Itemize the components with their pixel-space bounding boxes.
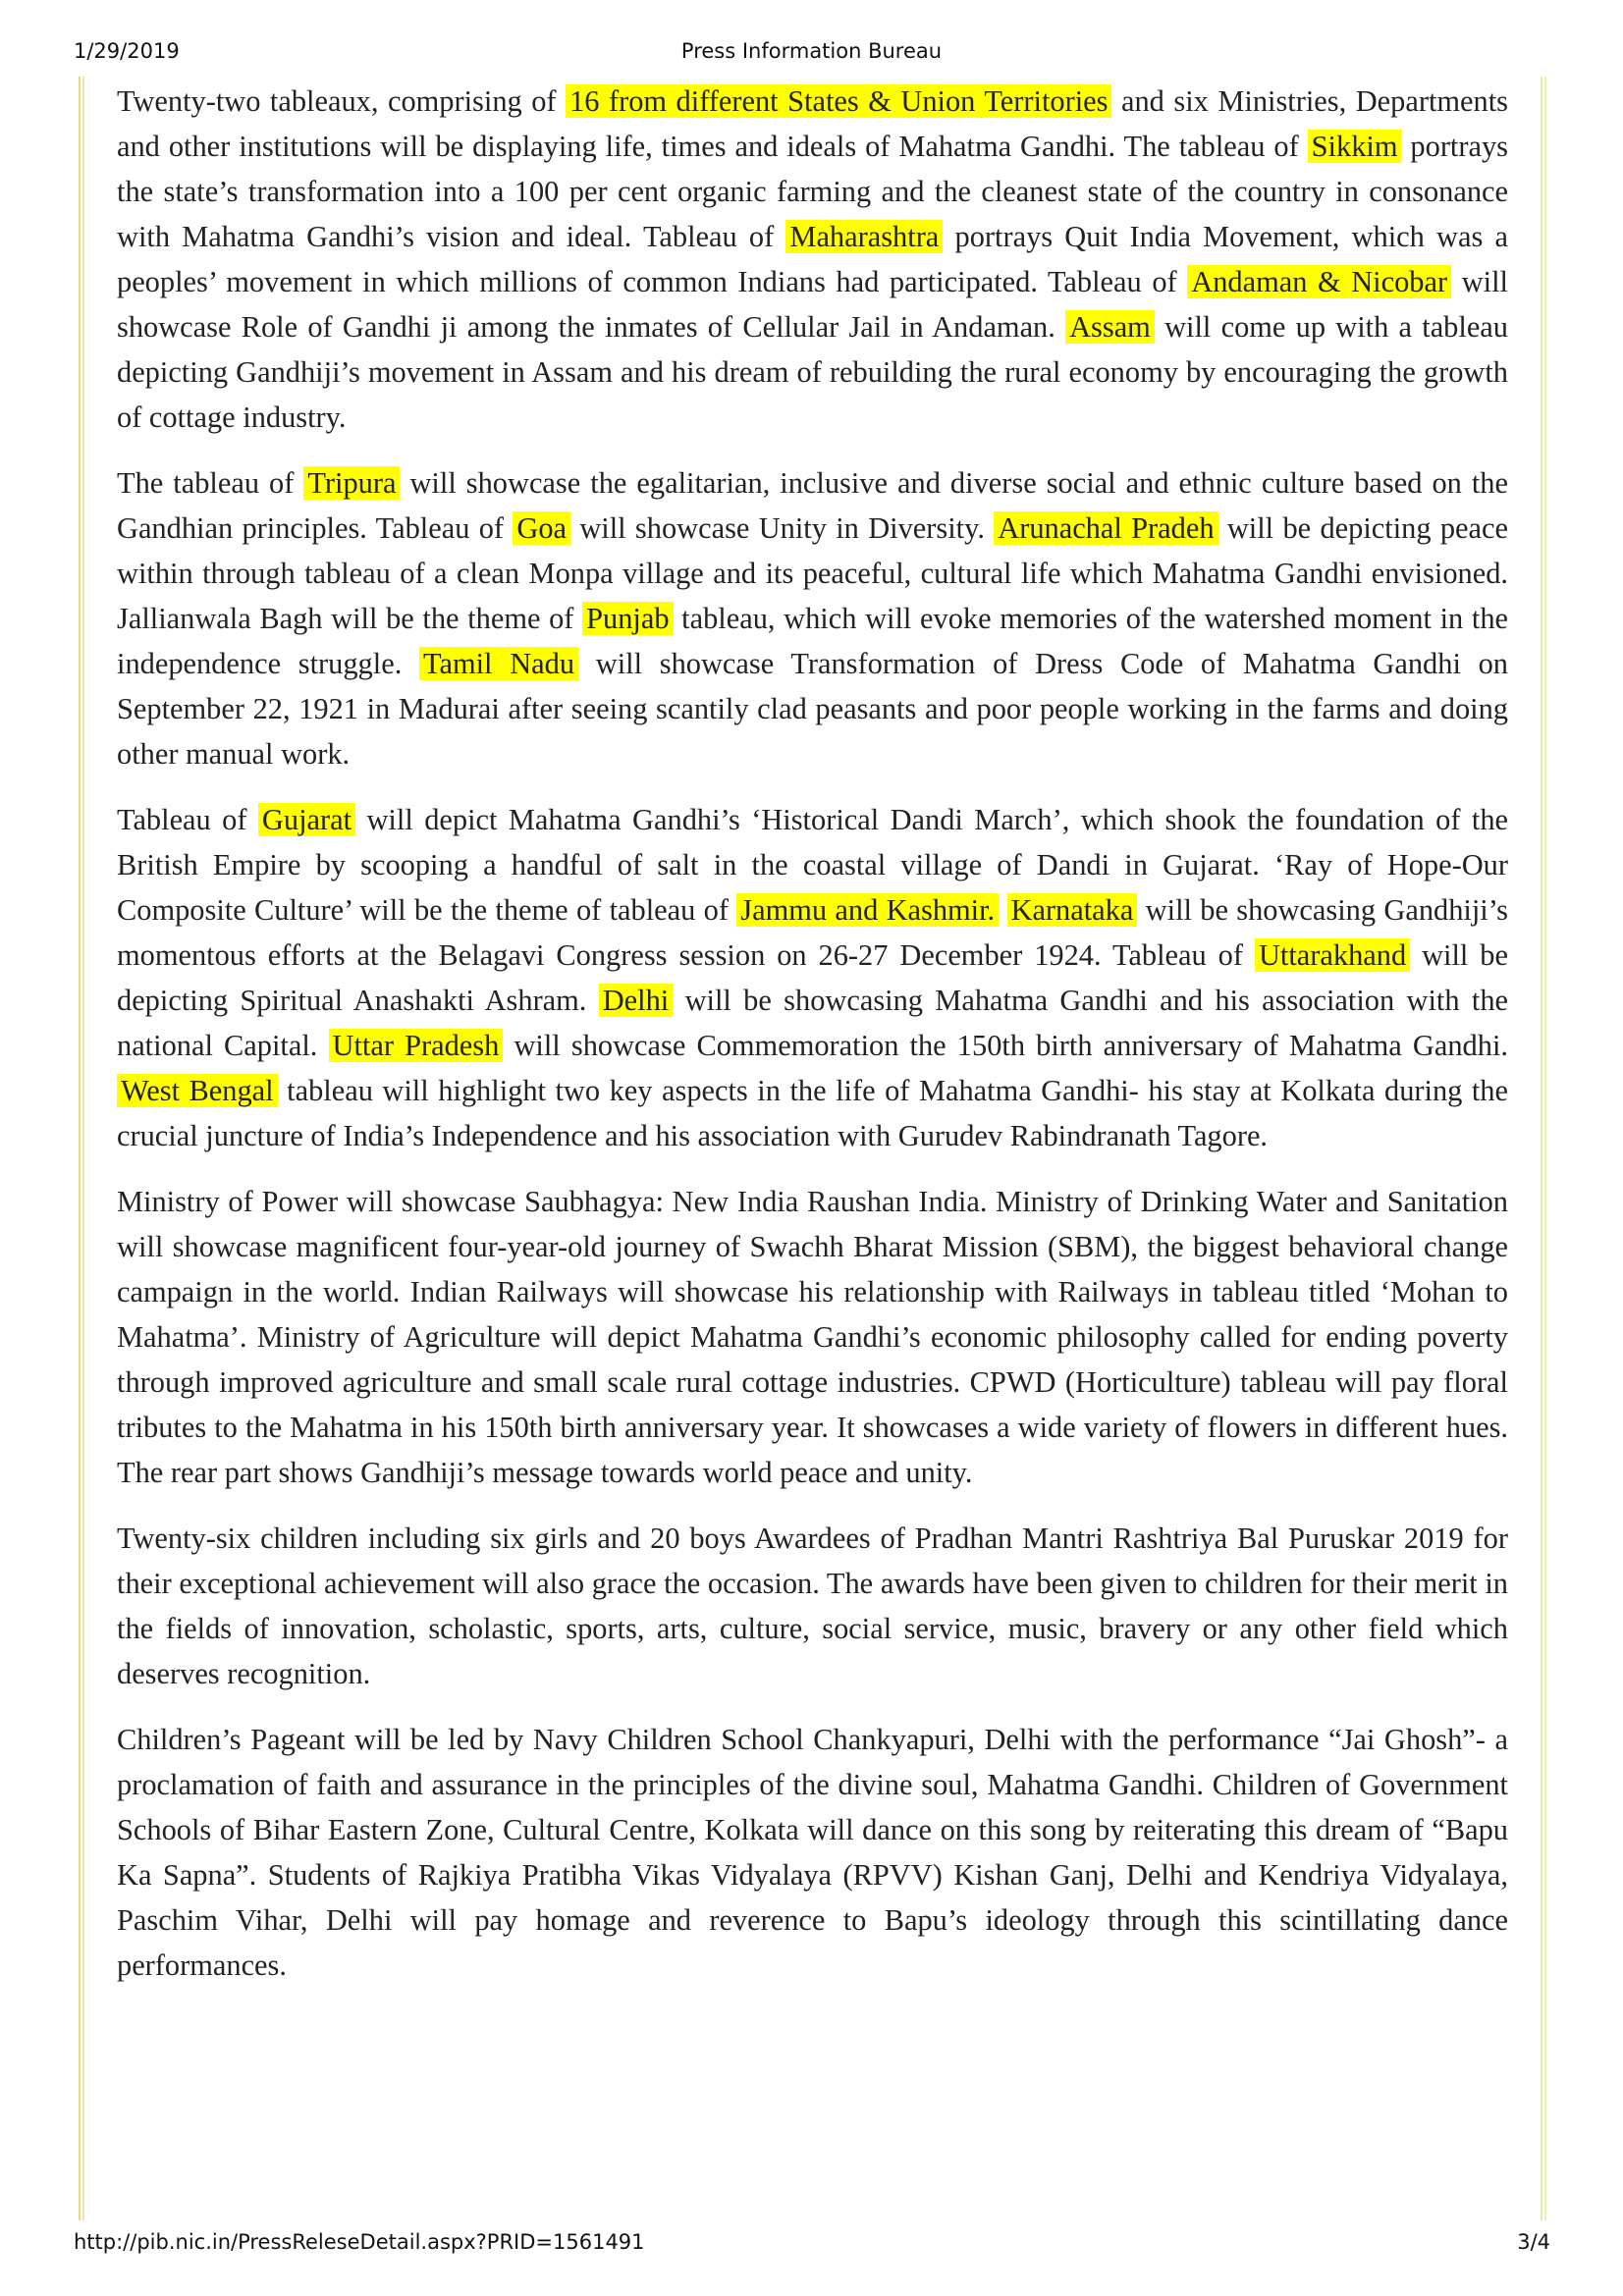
text-run: will be showcasing Gandhiji’s momentous efforts at the Belagavi Congress session on 26-27 December 1924. Tableau of xyxy=(117,893,1509,972)
paragraph xyxy=(117,1179,1508,1495)
highlighted-term: Punjab xyxy=(582,602,673,635)
header-date: 1/29/2019 xyxy=(74,39,180,63)
footer-page-number: 3/4 xyxy=(1517,2230,1550,2254)
text-run: will come up with a tableau depicting Gandhiji’s movement in Assam and his dream of rebuilding the rural economy by encouraging the growth of cottage industry. xyxy=(117,310,1508,434)
text-run: and six Ministries, Departments and other institutions will be displaying life, times and ideals of Mahatma Gandhi. The tableau of xyxy=(117,84,1508,163)
highlighted-term: Uttarakhand xyxy=(1255,938,1410,972)
text-run: will showcase Commemoration the 150th birth anniversary of Mahatma Gandhi. xyxy=(503,1029,1508,1062)
paragraph xyxy=(117,1516,1508,1696)
highlighted-term: Maharashtra xyxy=(785,220,943,253)
paragraph xyxy=(117,797,1508,1158)
paragraph xyxy=(117,79,1508,440)
highlighted-term: Jammu and Kashmir. xyxy=(736,893,999,927)
text-run: will showcase the egalitarian, inclusive and diverse social and ethnic culture based on the Gandhian principles. Tableau of xyxy=(117,466,1508,545)
highlighted-term: Tamil Nadu xyxy=(419,647,578,680)
highlighted-term: Karnataka xyxy=(1007,893,1138,927)
text-run: The tableau of xyxy=(117,466,304,500)
highlighted-term: Uttar Pradesh xyxy=(329,1029,504,1062)
text-run: Twenty-two tableaux, comprising of xyxy=(117,84,567,118)
highlighted-term: Tripura xyxy=(303,466,400,500)
header-title: Press Information Bureau xyxy=(680,39,943,63)
paragraph xyxy=(117,460,1508,776)
text-run: portrays Quit India Movement, which was a peoples’ movement in which millions of common Indians had participated. Tableau of xyxy=(117,220,1508,298)
highlighted-term: Arunachal Pradeh xyxy=(994,511,1217,545)
highlighted-term: Andaman & Nicobar xyxy=(1187,265,1451,298)
text-run: Tableau of xyxy=(117,803,258,836)
text-run: will showcase Role of Gandhi ji among the inmates of Cellular Jail in Andaman. xyxy=(117,265,1508,344)
text-run: Ministry of Power will showcase Saubhagya: New India Raushan India. Ministry of Drinking Water and Sanitation will showcase magnificent four-year-old journey of Swachh Bharat Mission (SBM), the biggest behavioral change campaign in the world. Indian Railways will showcase his relationship with Railways in tableau titled ‘Mohan to Mahatma’. Ministry of Agriculture will depict Mahatma Gandhi’s economic philosophy called for ending poverty through improved agriculture and small scale rural cottage industries. CPWD (Horticulture) tableau will pay floral tributes to the Mahatma in his 150th birth anniversary year. It showcases a wide variety of flowers in different hues. The rear part shows Gandhiji’s message towards world peace and unity. xyxy=(117,1185,1508,1489)
highlighted-term: West Bengal xyxy=(117,1074,278,1107)
text-run: portrays the state’s transformation into a 100 per cent organic farming and the cleanest state of the country in consonance with Mahatma Gandhi’s vision and ideal. Tableau of xyxy=(117,130,1509,253)
text-run: Children’s Pageant will be led by Navy Children School Chankyapuri, Delhi with the performance “Jai Ghosh”- a proclamation of faith and assurance in the principles of the divine soul, Mahatma Gandhi. Children of Government Schools of Bihar Eastern Zone, Cultural Centre, Kolkata will dance on this song by reiterating this dream of “Bapu Ka Sapna”. Students of Rajkiya Pratibha Vikas Vidyalaya (RPVV) Kishan Ganj, Delhi and Kendriya Vidyalaya, Paschim Vihar, Delhi will pay homage and reverence to Bapu’s ideology through this scintillating dance performances. xyxy=(117,1723,1508,1982)
text-run: will be showcasing Mahatma Gandhi and his association with the national Capital. xyxy=(117,984,1508,1062)
highlighted-term: Assam xyxy=(1065,310,1155,344)
left-margin-rule xyxy=(79,77,81,2220)
paragraph xyxy=(117,1717,1508,1988)
highlighted-term: Gujarat xyxy=(258,803,355,836)
text-run: will depict Mahatma Gandhi’s ‘Historical Dandi March’, which shook the foundation of the British Empire by scooping a handful of salt in the coastal village of Dandi in Gujarat. ‘Ray of Hope-Our Composite Culture’ will be the theme of tableau of xyxy=(117,803,1509,927)
highlighted-term: Goa xyxy=(513,511,570,545)
text-run xyxy=(999,893,1006,927)
text-run: tableau will highlight two key aspects in the life of Mahatma Gandhi- his stay at Kolkata during the crucial juncture of India’s Independence and his association with Gurudev Rabindranath Tagore. xyxy=(117,1074,1508,1152)
highlighted-term: Sikkim xyxy=(1308,130,1402,163)
text-run: tableau, which will evoke memories of the watershed moment in the independence struggle. xyxy=(117,602,1509,680)
text-run: will showcase Transformation of Dress Code of Mahatma Gandhi on September 22, 1921 in Madurai after seeing scantily clad peasants and poor people working in the farms and doing other manual work. xyxy=(117,647,1509,771)
text-run: will be depicting Spiritual Anashakti Ashram. xyxy=(117,938,1508,1017)
text-run: will showcase Unity in Diversity. xyxy=(570,511,995,545)
highlighted-term: Delhi xyxy=(599,984,674,1017)
right-margin-rule-outer xyxy=(1544,77,1546,2220)
highlighted-term: 16 from different States & Union Territories xyxy=(566,84,1111,118)
text-run: Twenty-six children including six girls and 20 boys Awardees of Pradhan Mantri Rashtriya Bal Puruskar 2019 for their exceptional achievement will also grace the occasion. The awards have been given to children for their merit in the fields of innovation, scholastic, sports, arts, culture, social service, music, bravery or any other field which deserves recognition. xyxy=(117,1522,1508,1690)
article-body xyxy=(117,79,1508,2008)
text-run: will be depicting peace within through tableau of a clean Monpa village and its peaceful, cultural life which Mahatma Gandhi envisioned. Jallianwala Bagh will be the theme of xyxy=(117,511,1508,635)
right-margin-rule xyxy=(1541,77,1542,2220)
left-margin-rule-inner xyxy=(82,77,84,2220)
footer-url: http://pib.nic.in/PressReleseDetail.aspx?PRID=1561491 xyxy=(74,2230,645,2254)
